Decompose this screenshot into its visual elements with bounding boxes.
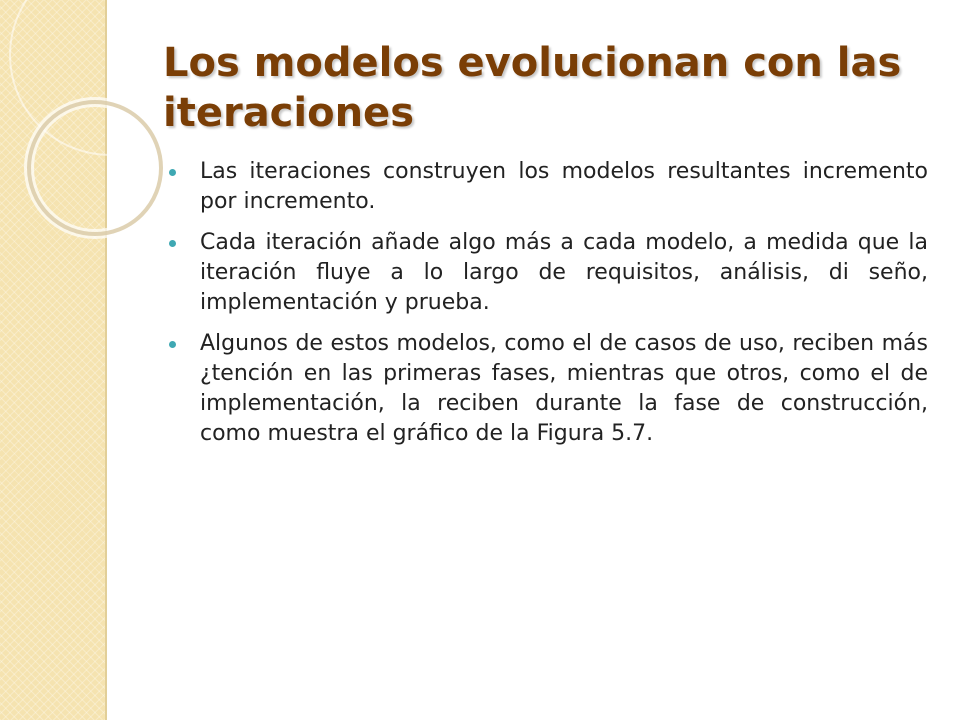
bullet-item xyxy=(164,329,928,449)
slide-title: Los modelos evolucionan con las iteraciones xyxy=(163,40,902,136)
bullet-dot-icon xyxy=(169,169,176,176)
bullet-text: Cada iteración añade algo más a cada modelo, a medida que la iteración fluye a lo largo de requisitos, análisis, di seño, implementación y prueba. xyxy=(200,230,928,315)
bullet-text: Las iteraciones construyen los modelos resultantes incremento por incremento. xyxy=(200,159,928,214)
bullet-dot-icon xyxy=(169,341,176,348)
bullet-item xyxy=(164,228,928,318)
bullet-dot-icon xyxy=(169,240,176,247)
bullet-text: Algunos de estos modelos, como el de casos de uso, reciben más ¿tención en las primeras fases, mientras que otros, como el de implementación, la reciben durante la fase de construcción, como muestra el gráfico de la Figura 5.7. xyxy=(200,331,928,446)
bullet-list xyxy=(164,157,928,460)
bullet-item xyxy=(164,157,928,217)
thick-ring-shape xyxy=(29,102,161,234)
